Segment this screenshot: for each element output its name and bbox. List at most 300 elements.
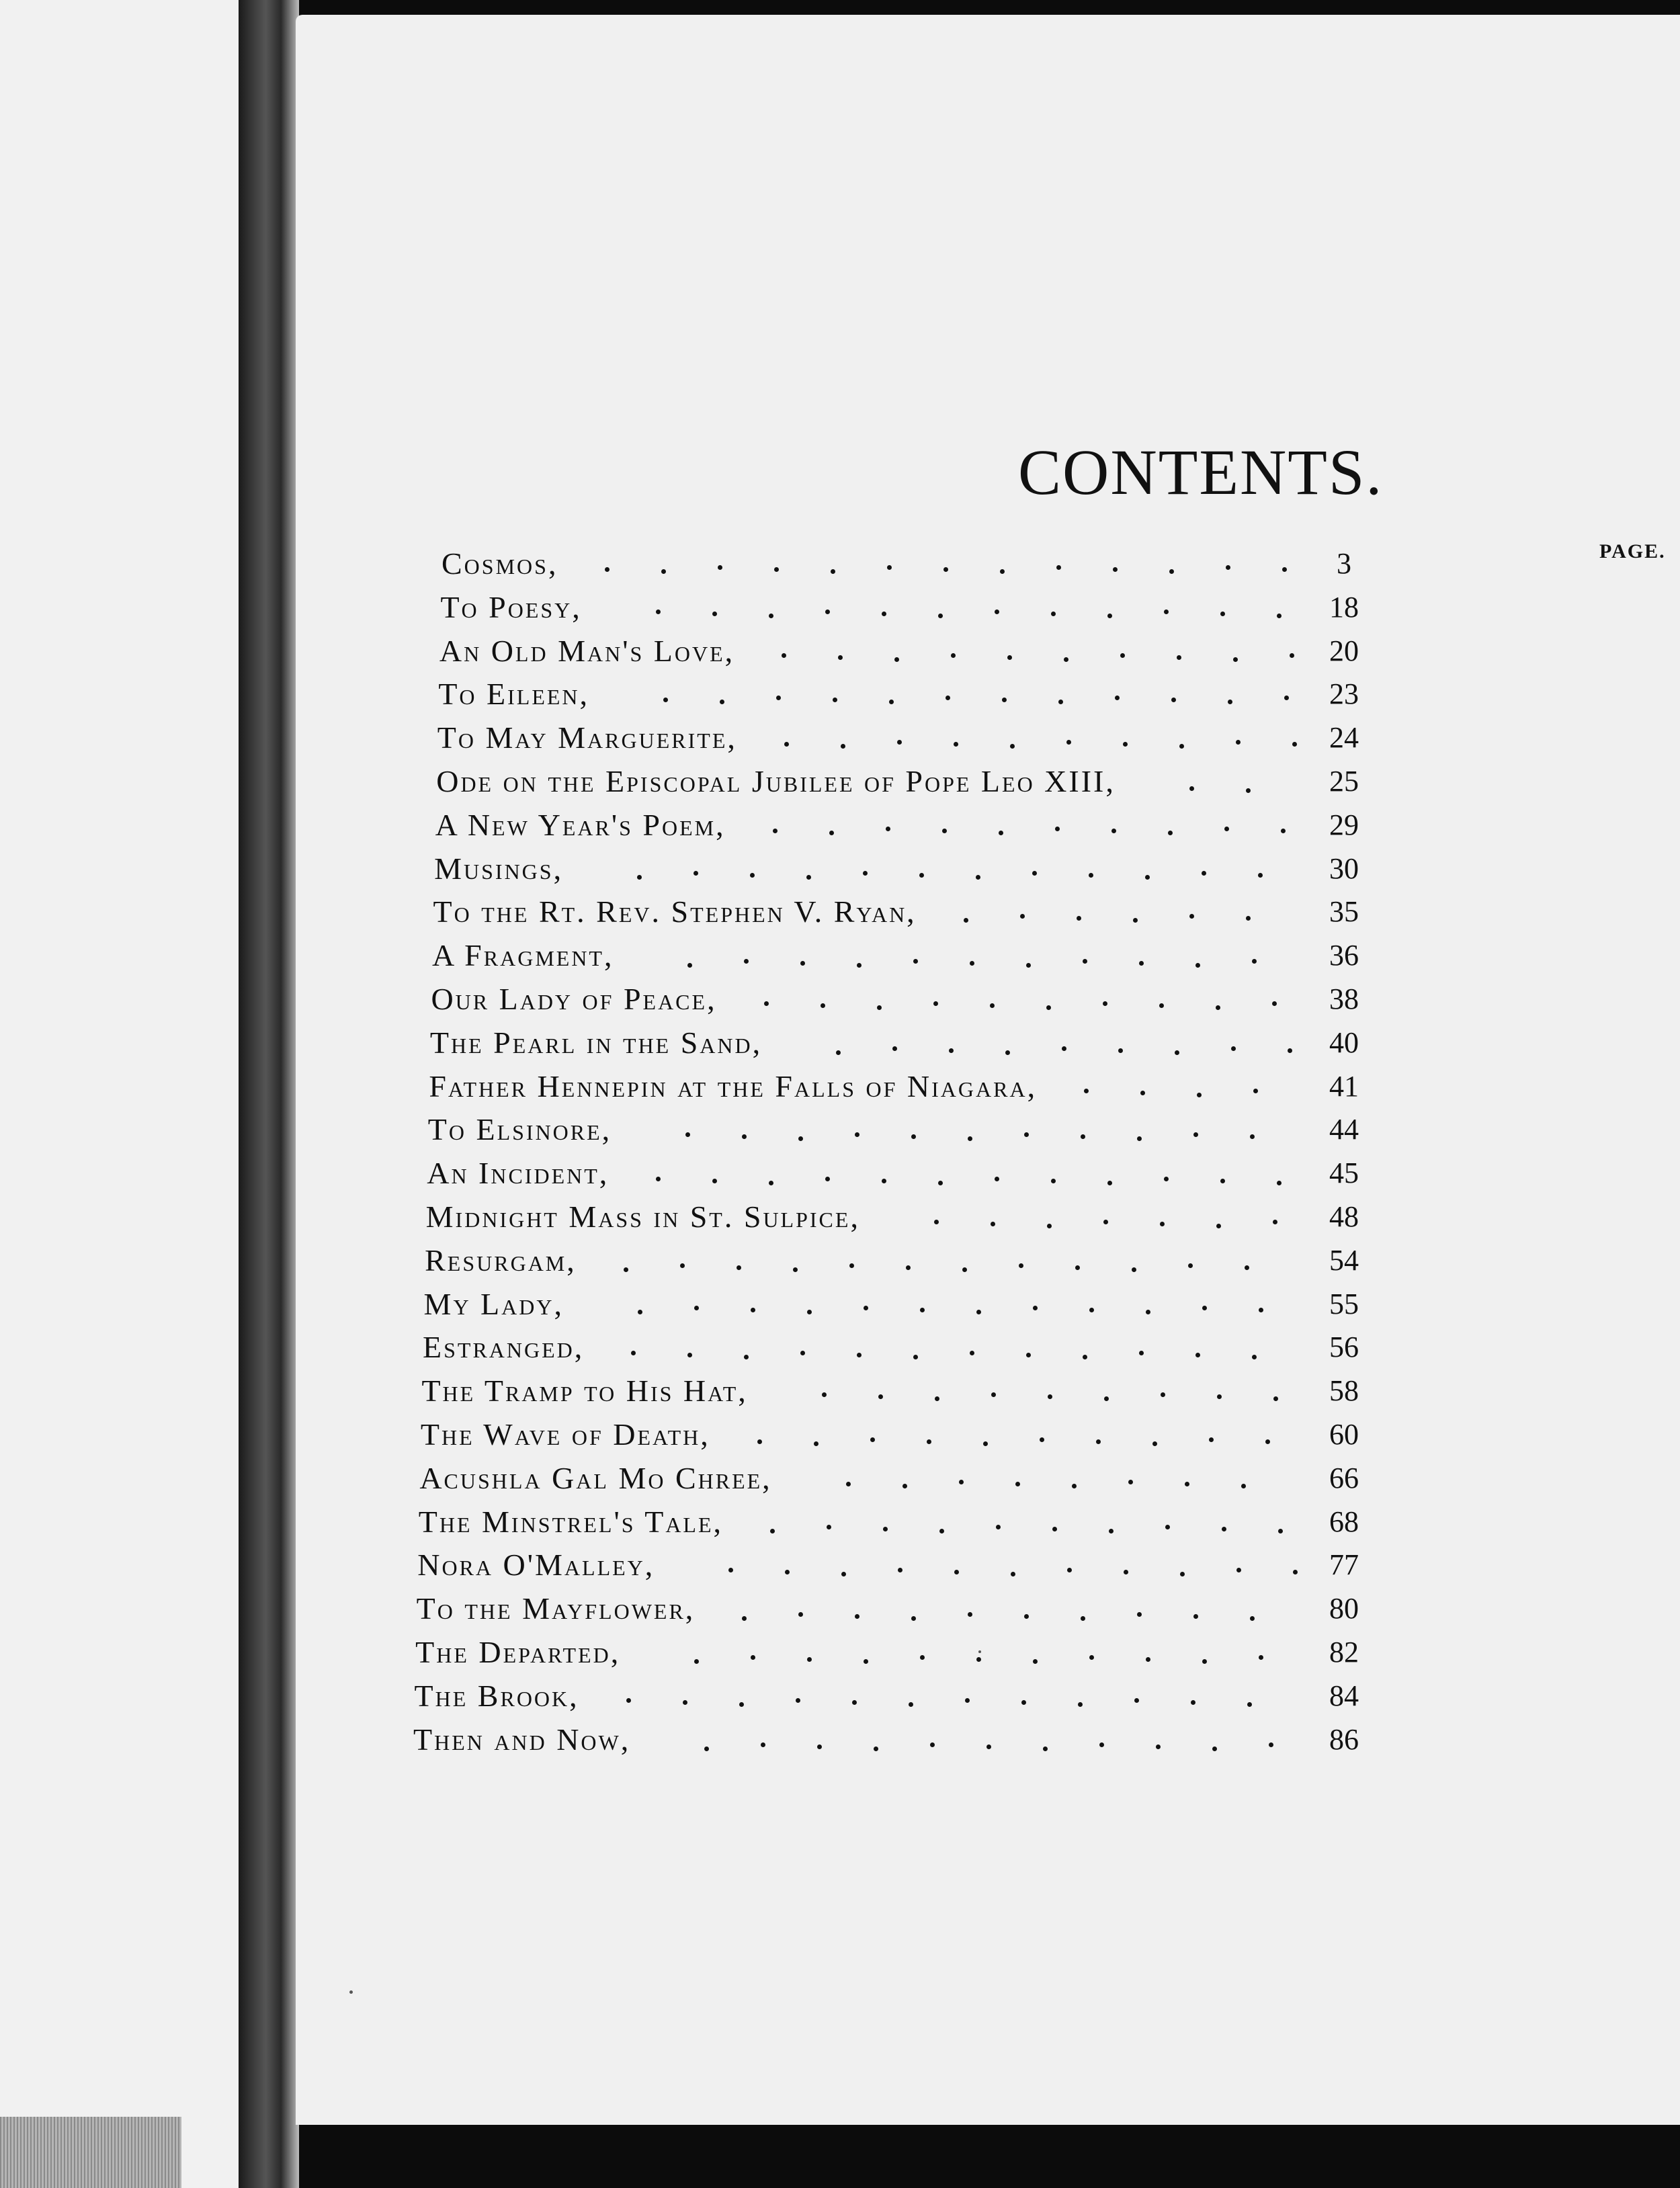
leader-dot bbox=[1000, 569, 1005, 574]
leader-dot bbox=[942, 829, 947, 833]
toc-entry bbox=[431, 978, 1418, 1021]
leader-dot bbox=[1259, 1308, 1263, 1312]
toc-entry-page-number: 24 bbox=[1329, 721, 1359, 755]
leader-dot bbox=[882, 612, 886, 616]
leader-dot bbox=[1282, 567, 1287, 572]
leader-dot bbox=[744, 959, 749, 964]
toc-entry-title: Father Hennepin at the Falls of Niagara, bbox=[429, 1068, 1038, 1103]
leader-dot bbox=[1033, 1306, 1038, 1310]
leader-dot bbox=[920, 1308, 925, 1312]
toc-entry-page-number: 66 bbox=[1329, 1461, 1359, 1495]
toc-entry bbox=[421, 1370, 1418, 1413]
leader-dot bbox=[1269, 1742, 1273, 1747]
toc-entry-page-number: 25 bbox=[1329, 765, 1359, 798]
leader-dot bbox=[1284, 696, 1289, 700]
toc-entry-title: Resurgam, bbox=[425, 1243, 577, 1277]
leader-dot bbox=[773, 829, 778, 833]
leader-dot bbox=[687, 963, 692, 968]
page-title: CONTENTS. bbox=[1018, 436, 1384, 508]
leader-dot bbox=[793, 1267, 798, 1272]
leader-dot bbox=[1083, 959, 1087, 964]
toc-entry bbox=[432, 934, 1418, 977]
leader-dot bbox=[1046, 1005, 1051, 1010]
left-facing-page bbox=[0, 0, 239, 2188]
leader-dot bbox=[965, 1698, 970, 1703]
toc-entry bbox=[438, 673, 1418, 716]
leader-dot bbox=[1075, 1265, 1080, 1270]
leader-dot bbox=[720, 700, 724, 704]
leader-dot bbox=[1111, 829, 1116, 833]
leader-dot bbox=[1193, 1614, 1198, 1619]
toc-entry-page-number: 23 bbox=[1329, 677, 1359, 711]
leader-dot bbox=[1040, 1437, 1044, 1442]
leader-dot bbox=[913, 959, 918, 964]
leader-dot bbox=[814, 1441, 818, 1446]
toc-entry-page-number: 30 bbox=[1329, 851, 1359, 885]
leader-dot bbox=[807, 1310, 812, 1314]
leader-dot bbox=[1019, 1263, 1023, 1268]
leader-dot bbox=[1197, 1093, 1202, 1097]
toc-entry-title: A New Year's Poem, bbox=[435, 807, 726, 842]
leader-dot bbox=[1175, 1050, 1179, 1055]
toc-entry-page-number: 3 bbox=[1337, 547, 1351, 580]
leader-dot bbox=[870, 1437, 875, 1442]
toc-entry-title: The Tramp to His Hat, bbox=[421, 1374, 748, 1408]
leader-dot bbox=[970, 1351, 974, 1355]
leader-dot bbox=[1152, 1441, 1157, 1446]
leader-dot bbox=[938, 614, 943, 618]
leader-dot bbox=[1160, 1222, 1165, 1226]
leader-dot bbox=[1089, 1308, 1094, 1312]
leader-dot bbox=[841, 744, 845, 749]
leader-dot bbox=[1252, 1355, 1257, 1359]
toc-entry-page-number: 60 bbox=[1329, 1418, 1359, 1451]
leader-dot bbox=[1216, 1224, 1221, 1228]
leader-dot bbox=[1021, 1700, 1026, 1705]
leader-dot bbox=[894, 657, 899, 662]
leader-dot bbox=[712, 612, 717, 616]
leader-dot bbox=[902, 1484, 907, 1488]
leader-dot bbox=[1290, 653, 1294, 658]
leader-dot bbox=[1058, 700, 1063, 704]
leader-dot bbox=[1048, 1394, 1052, 1399]
leader-dot bbox=[1164, 609, 1169, 614]
leader-dot bbox=[1081, 1134, 1085, 1139]
leader-dot bbox=[911, 1134, 916, 1139]
leader-dot bbox=[976, 875, 980, 880]
leader-dot bbox=[704, 1747, 709, 1751]
leader-dot bbox=[1209, 1437, 1214, 1442]
leader-dot bbox=[1189, 786, 1194, 791]
toc-entry-page-number: 84 bbox=[1329, 1679, 1359, 1712]
toc-entry-page-number: 20 bbox=[1329, 634, 1359, 667]
leader-dot bbox=[800, 961, 805, 966]
leader-dot bbox=[817, 1744, 822, 1749]
leader-dot bbox=[751, 1655, 755, 1660]
leader-dot bbox=[1109, 1529, 1114, 1533]
leader-dot bbox=[877, 1005, 882, 1010]
leader-dot bbox=[846, 1482, 851, 1486]
leader-dot bbox=[761, 1742, 765, 1747]
leader-dot bbox=[1015, 1482, 1020, 1486]
paper-speck bbox=[349, 1990, 353, 1994]
toc-entry bbox=[428, 1108, 1418, 1151]
toc-entry-title: To May Marguerite, bbox=[437, 720, 737, 755]
leader-dot bbox=[934, 1220, 939, 1224]
leader-dot bbox=[1164, 1177, 1169, 1181]
leader-dot bbox=[1062, 1046, 1066, 1051]
leader-dot bbox=[1081, 1616, 1085, 1621]
contents-page bbox=[296, 15, 1680, 2125]
toc-entry bbox=[426, 1195, 1418, 1238]
leader-dot bbox=[1139, 961, 1144, 966]
leader-dot bbox=[798, 1136, 803, 1141]
toc-entry-title: Nora O'Malley, bbox=[417, 1548, 655, 1583]
leader-dot bbox=[898, 1568, 902, 1572]
leader-dot bbox=[822, 1392, 827, 1397]
leader-dot bbox=[605, 567, 610, 572]
toc-entry-title: Our Lady of Peace, bbox=[431, 982, 717, 1016]
leader-dot bbox=[1120, 653, 1125, 658]
toc-entry-title: An Incident, bbox=[427, 1156, 610, 1191]
leader-dot bbox=[951, 653, 956, 658]
toc-entry-page-number: 45 bbox=[1329, 1156, 1359, 1190]
leader-dot bbox=[836, 1050, 841, 1055]
toc-entry bbox=[427, 1152, 1418, 1195]
leader-dot bbox=[769, 614, 773, 618]
leader-dot bbox=[1107, 614, 1112, 618]
leader-dot bbox=[1033, 1659, 1038, 1664]
leader-dot bbox=[774, 567, 779, 572]
leader-dot bbox=[1083, 1355, 1087, 1359]
leader-dot bbox=[1191, 1700, 1195, 1705]
leader-dot bbox=[1288, 1048, 1292, 1053]
leader-dot bbox=[1236, 740, 1241, 745]
leader-dot bbox=[1216, 1005, 1220, 1010]
toc-entry-title: An Old Man's Love, bbox=[439, 633, 735, 668]
leader-dot bbox=[718, 565, 722, 570]
leader-dot bbox=[626, 1698, 631, 1703]
leader-dot bbox=[887, 565, 892, 570]
leader-dot bbox=[1233, 657, 1238, 662]
toc-entry bbox=[425, 1239, 1418, 1282]
leader-dot bbox=[1078, 1702, 1083, 1707]
leader-dot bbox=[1177, 655, 1181, 660]
leader-dot bbox=[838, 655, 843, 660]
toc-entry-page-number: 86 bbox=[1329, 1722, 1359, 1756]
leader-dot bbox=[825, 609, 830, 614]
toc-entry-title: Then and Now, bbox=[413, 1722, 631, 1757]
leader-dot bbox=[855, 1132, 859, 1137]
leader-dot bbox=[991, 1392, 996, 1397]
leader-dot bbox=[906, 1265, 911, 1270]
leader-dot bbox=[897, 740, 902, 745]
leader-dot bbox=[827, 1525, 831, 1529]
toc-entry bbox=[434, 847, 1418, 890]
toc-entry-title: The Wave of Death, bbox=[420, 1417, 710, 1451]
toc-entry bbox=[435, 804, 1418, 847]
cover-cloth-edge bbox=[0, 2117, 181, 2188]
leader-dot bbox=[744, 1355, 749, 1359]
leader-dot bbox=[1217, 1394, 1222, 1399]
leader-dot bbox=[1202, 871, 1206, 876]
leader-dot bbox=[1026, 963, 1031, 968]
toc-entry-page-number: 38 bbox=[1329, 982, 1359, 1015]
toc-entry bbox=[423, 1326, 1418, 1369]
toc-entry-page-number: 68 bbox=[1329, 1505, 1359, 1538]
leader-dot bbox=[991, 1222, 995, 1226]
leader-dot bbox=[825, 1177, 830, 1181]
leader-dot bbox=[882, 1179, 886, 1183]
leader-dot bbox=[1103, 1220, 1108, 1224]
leader-dot bbox=[685, 1132, 690, 1137]
leader-dot bbox=[757, 1439, 762, 1444]
leader-dot bbox=[1277, 1181, 1282, 1185]
leader-dot bbox=[1212, 1747, 1217, 1751]
toc-entry bbox=[439, 630, 1418, 673]
leader-dot bbox=[1051, 612, 1056, 616]
leader-dot bbox=[1241, 1484, 1246, 1488]
leader-dot bbox=[913, 1355, 918, 1359]
leader-dot bbox=[798, 1612, 803, 1617]
leader-dot bbox=[841, 1572, 846, 1576]
leader-dot bbox=[889, 700, 894, 704]
leader-dot bbox=[785, 1570, 790, 1574]
toc-entry bbox=[419, 1501, 1418, 1544]
leader-dot bbox=[946, 696, 950, 700]
toc-entry-title: Cosmos, bbox=[442, 546, 558, 581]
leader-dot bbox=[1032, 871, 1037, 876]
leader-dot bbox=[1220, 1179, 1225, 1183]
leader-dot bbox=[750, 873, 755, 878]
leader-dot bbox=[694, 1659, 699, 1664]
toc-entry-title: The Pearl in the Sand, bbox=[429, 1025, 763, 1060]
leader-dot bbox=[661, 569, 666, 574]
leader-dot bbox=[1128, 1480, 1133, 1484]
leader-dot bbox=[1145, 875, 1150, 880]
leader-dot bbox=[1250, 1616, 1255, 1621]
book-gutter bbox=[239, 0, 299, 2188]
leader-dot bbox=[784, 742, 789, 747]
leader-dot bbox=[769, 1181, 773, 1185]
toc-entry-page-number: 82 bbox=[1329, 1636, 1359, 1669]
leader-dot bbox=[857, 1353, 862, 1357]
leader-dot bbox=[1169, 569, 1174, 574]
leader-dot bbox=[1020, 914, 1025, 919]
leader-dot bbox=[855, 1614, 859, 1619]
leader-dot bbox=[933, 1001, 938, 1006]
toc-entry-title: The Minstrel's Tale, bbox=[418, 1504, 724, 1539]
toc-entry-page-number: 40 bbox=[1329, 1025, 1359, 1059]
leader-dot bbox=[976, 1310, 981, 1314]
leader-dot bbox=[739, 1702, 744, 1707]
toc-entry-page-number: 55 bbox=[1329, 1287, 1359, 1320]
toc-entry-title: To the Rt. Rev. Stephen V. Ryan, bbox=[433, 894, 917, 929]
toc-entry bbox=[433, 890, 1418, 933]
toc-entry bbox=[442, 542, 1418, 585]
leader-dot bbox=[990, 1003, 995, 1008]
toc-entry bbox=[440, 586, 1418, 629]
leader-dot bbox=[1293, 1570, 1298, 1574]
leader-dot bbox=[1273, 1220, 1277, 1224]
leader-dot bbox=[1146, 1310, 1150, 1314]
leader-dot bbox=[637, 875, 642, 880]
toc-entry bbox=[429, 1065, 1418, 1108]
leader-dot bbox=[764, 1001, 769, 1006]
leader-dot bbox=[1202, 1659, 1207, 1664]
leader-dot bbox=[1096, 1439, 1101, 1444]
leader-dot bbox=[1118, 1048, 1123, 1053]
leader-dot bbox=[728, 1568, 733, 1572]
leader-dot bbox=[1140, 1091, 1145, 1095]
leader-dot bbox=[807, 1657, 812, 1662]
toc-entry-title: Ode on the Episcopal Jubilee of Pope Leo XIII, bbox=[436, 764, 1116, 798]
leader-dot bbox=[1273, 1396, 1278, 1401]
leader-dot bbox=[1024, 1132, 1029, 1137]
toc-entry bbox=[413, 1718, 1418, 1761]
leader-dot bbox=[800, 1351, 805, 1355]
leader-dot bbox=[1202, 1306, 1207, 1310]
leader-dot bbox=[1189, 914, 1194, 919]
leader-dot bbox=[954, 1570, 959, 1574]
leader-dot bbox=[864, 1306, 868, 1310]
leader-dot bbox=[751, 1308, 755, 1312]
leader-dot bbox=[1115, 696, 1120, 700]
leader-dot bbox=[631, 1351, 636, 1355]
leader-dot bbox=[1161, 1392, 1165, 1397]
leader-dot bbox=[857, 963, 862, 968]
leader-dot bbox=[821, 1003, 825, 1008]
leader-dot bbox=[1134, 1698, 1139, 1703]
leader-dot bbox=[1228, 700, 1232, 704]
leader-dot bbox=[712, 1179, 717, 1183]
toc-entry bbox=[415, 1675, 1418, 1718]
leader-dot bbox=[938, 1181, 943, 1185]
leader-dot bbox=[863, 871, 868, 876]
leader-dot bbox=[986, 1744, 991, 1749]
leader-dot bbox=[995, 609, 999, 614]
leader-dot bbox=[911, 1616, 916, 1621]
toc-entry-page-number: 56 bbox=[1329, 1331, 1359, 1364]
leader-dot bbox=[1236, 1568, 1241, 1572]
leader-dot bbox=[968, 1612, 972, 1617]
leader-dot bbox=[1103, 1001, 1107, 1006]
leader-dot bbox=[1139, 1351, 1144, 1355]
leader-dot bbox=[694, 1306, 699, 1310]
toc-entry bbox=[419, 1457, 1418, 1500]
leader-dot bbox=[742, 1134, 747, 1139]
leader-dot bbox=[1159, 1003, 1164, 1008]
leader-dot bbox=[959, 1480, 964, 1484]
paper-speck bbox=[978, 1650, 981, 1653]
leader-dot bbox=[874, 1747, 878, 1751]
leader-dot bbox=[796, 1698, 800, 1703]
leader-dot bbox=[1089, 1655, 1094, 1660]
toc-entry-page-number: 54 bbox=[1329, 1243, 1359, 1277]
toc-entry-title: My Lady, bbox=[423, 1286, 564, 1321]
toc-entry-title: To Elsinore, bbox=[427, 1112, 612, 1147]
leader-dot bbox=[1146, 1657, 1150, 1662]
leader-dot bbox=[1247, 1702, 1252, 1707]
leader-dot bbox=[687, 1353, 692, 1357]
toc-entry-page-number: 80 bbox=[1329, 1592, 1359, 1626]
leader-dot bbox=[1104, 1396, 1109, 1401]
leader-dot bbox=[1072, 1484, 1077, 1488]
toc-entry-title: Musings, bbox=[434, 851, 564, 886]
leader-dot bbox=[892, 1046, 897, 1051]
toc-entry-page-number: 18 bbox=[1329, 590, 1359, 624]
leader-dot bbox=[737, 1265, 741, 1270]
leader-dot bbox=[995, 1177, 999, 1181]
leader-dot bbox=[1056, 565, 1061, 570]
toc-entry-title: Estranged, bbox=[423, 1330, 585, 1365]
leader-dot bbox=[939, 1529, 944, 1533]
leader-dot bbox=[742, 1616, 747, 1621]
leader-dot bbox=[1113, 567, 1118, 572]
leader-dot bbox=[638, 1310, 642, 1314]
leader-dot bbox=[656, 609, 661, 614]
leader-dot bbox=[1005, 1050, 1010, 1055]
leader-dot bbox=[930, 1742, 935, 1747]
leader-dot bbox=[1137, 1612, 1142, 1617]
leader-dot bbox=[1193, 1132, 1198, 1137]
leader-dot bbox=[935, 1396, 939, 1401]
leader-dot bbox=[1195, 963, 1200, 968]
leader-dot bbox=[683, 1700, 687, 1705]
leader-dot bbox=[1246, 788, 1251, 793]
leader-dot bbox=[829, 831, 834, 835]
leader-dot bbox=[1099, 1742, 1104, 1747]
leader-dot bbox=[1292, 742, 1297, 747]
leader-dot bbox=[1259, 1655, 1263, 1660]
leader-dot bbox=[1123, 742, 1128, 747]
leader-dot bbox=[1252, 959, 1257, 964]
leader-dot bbox=[943, 567, 948, 572]
toc-entry-title: Midnight Mass in St. Sulpice, bbox=[425, 1200, 860, 1234]
leader-dot bbox=[1277, 614, 1282, 618]
toc-entry-page-number: 44 bbox=[1329, 1113, 1359, 1146]
leader-dot bbox=[776, 696, 781, 700]
leader-dot bbox=[1007, 655, 1012, 660]
leader-dot bbox=[1226, 565, 1230, 570]
toc-entry-title: To Poesy, bbox=[440, 589, 582, 624]
leader-dot bbox=[1137, 1136, 1142, 1141]
toc-entry-title: The Brook, bbox=[414, 1678, 579, 1713]
leader-dot bbox=[983, 1441, 988, 1446]
toc-entry-title: The Departed, bbox=[415, 1635, 621, 1669]
leader-dot bbox=[1185, 1482, 1189, 1486]
leader-dot bbox=[1272, 1001, 1277, 1006]
leader-dot bbox=[909, 1702, 913, 1707]
leader-dot bbox=[1124, 1570, 1128, 1574]
leader-dot bbox=[878, 1394, 883, 1399]
leader-dot bbox=[782, 653, 786, 658]
toc-entry-page-number: 58 bbox=[1329, 1374, 1359, 1408]
toc-entry-page-number: 29 bbox=[1329, 808, 1359, 841]
leader-dot bbox=[1168, 831, 1173, 835]
leader-dot bbox=[1180, 1572, 1185, 1576]
leader-dot bbox=[852, 1700, 857, 1705]
leader-dot bbox=[1047, 1224, 1052, 1228]
leader-dot bbox=[656, 1177, 661, 1181]
leader-dot bbox=[831, 569, 835, 574]
leader-dot bbox=[1002, 698, 1007, 702]
leader-dot bbox=[1250, 1134, 1255, 1139]
leader-dot bbox=[1010, 744, 1015, 749]
leader-dot bbox=[964, 918, 968, 923]
leader-dot bbox=[1278, 1529, 1283, 1533]
leader-dot bbox=[1011, 1572, 1015, 1576]
